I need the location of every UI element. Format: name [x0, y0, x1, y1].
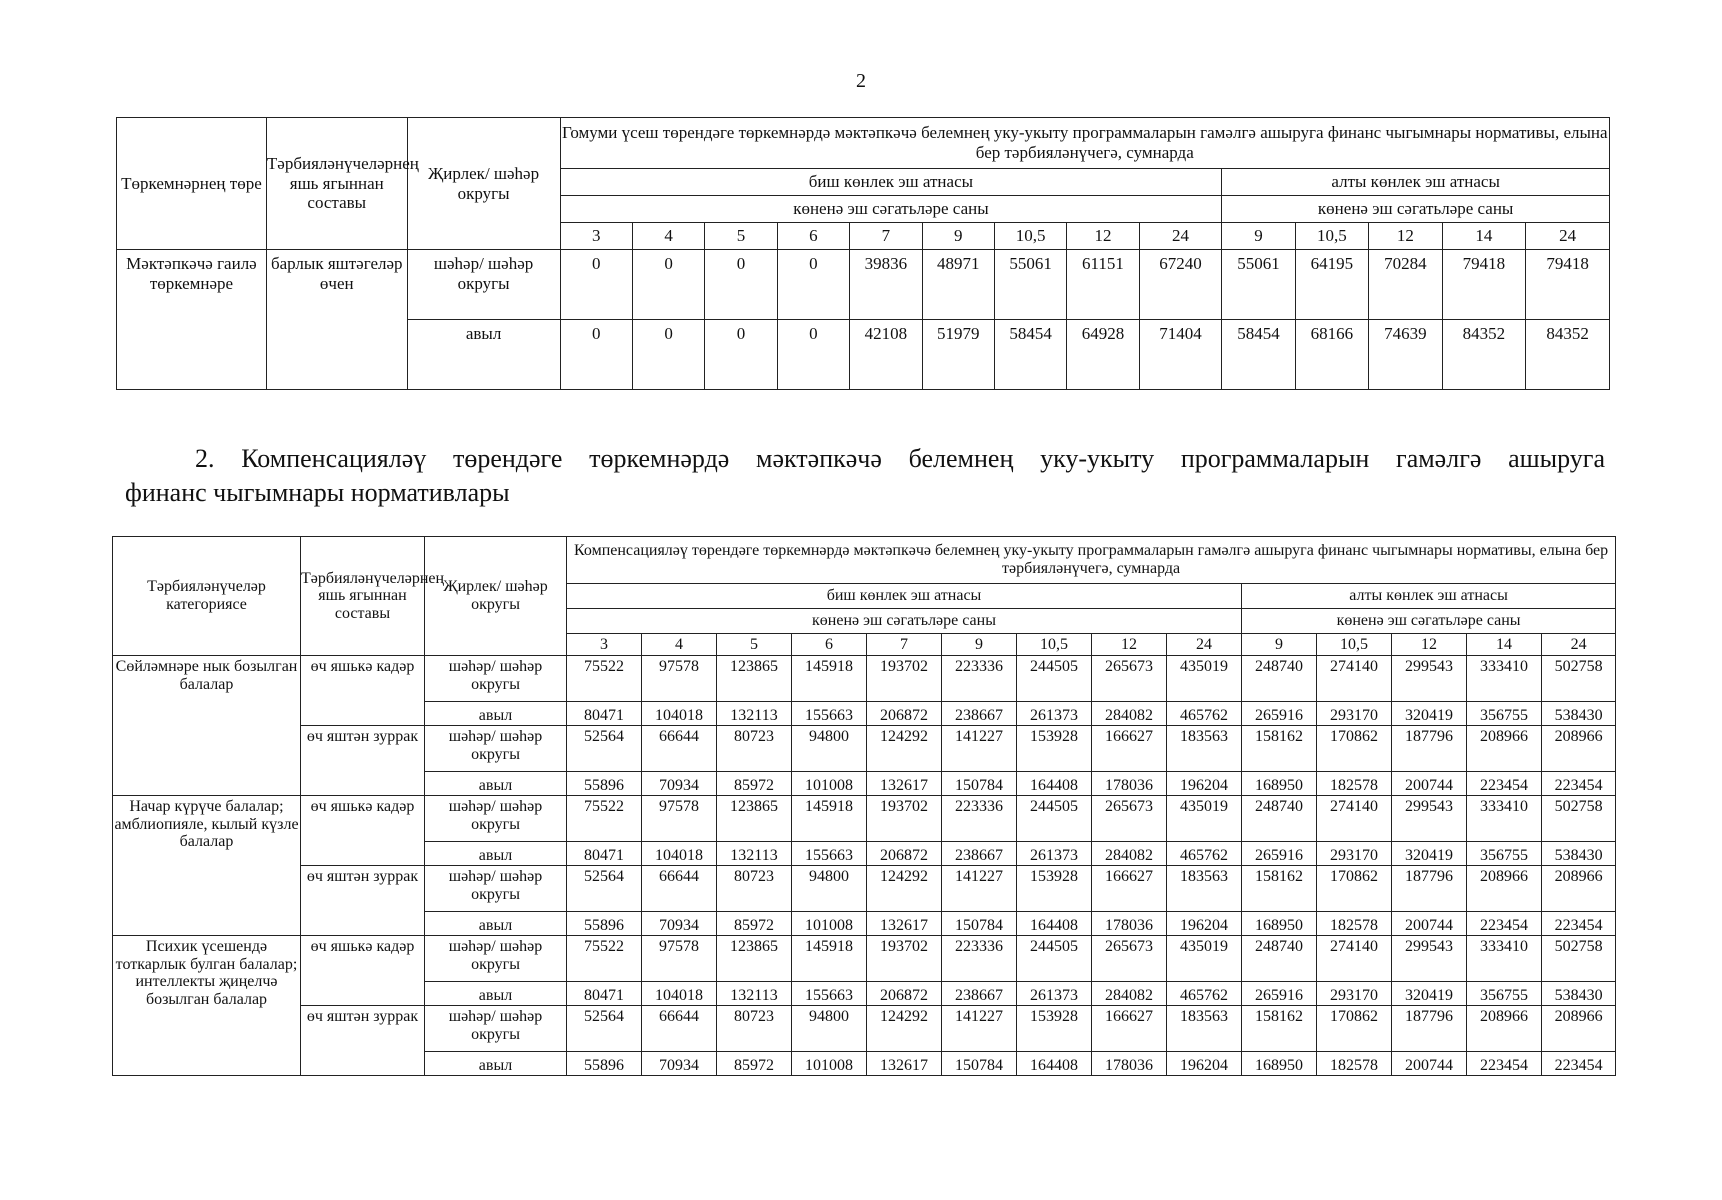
value-cell: 206872	[867, 842, 942, 866]
value-cell: 502758	[1542, 796, 1616, 842]
col-header-place: Җирлек/ шәһәр округы	[425, 537, 567, 656]
value-cell: 435019	[1167, 796, 1242, 842]
place-cell: авыл	[425, 1052, 567, 1076]
value-cell: 248740	[1242, 796, 1317, 842]
value-cell: 55061	[994, 250, 1066, 320]
hours-per-day-header: көненә эш сәгатьләре саны	[567, 609, 1242, 634]
value-cell: 274140	[1317, 936, 1392, 982]
value-cell: 435019	[1167, 936, 1242, 982]
value-cell: 261373	[1017, 842, 1092, 866]
value-cell: 64928	[1067, 320, 1139, 390]
value-cell: 435019	[1167, 656, 1242, 702]
value-cell: 293170	[1317, 842, 1392, 866]
value-cell: 320419	[1392, 982, 1467, 1006]
value-cell: 333410	[1467, 656, 1542, 702]
value-cell: 502758	[1542, 936, 1616, 982]
value-cell: 538430	[1542, 702, 1616, 726]
hours-cell: 10,5	[1017, 634, 1092, 656]
value-cell: 244505	[1017, 796, 1092, 842]
table-row	[113, 656, 1616, 702]
value-cell: 223454	[1542, 912, 1616, 936]
place-cell: шәһәр/ шәһәр округы	[425, 656, 567, 702]
place-cell: авыл	[425, 702, 567, 726]
value-cell: 158162	[1242, 1006, 1317, 1052]
hours-cell: 3	[560, 223, 632, 250]
value-cell: 333410	[1467, 936, 1542, 982]
value-cell: 0	[777, 250, 849, 320]
value-cell: 0	[560, 320, 632, 390]
age-cell: өч яштән зуррак	[301, 866, 425, 936]
value-cell: 75522	[567, 796, 642, 842]
page-number: 2	[856, 70, 866, 92]
hours-cell: 7	[867, 634, 942, 656]
value-cell: 182578	[1317, 912, 1392, 936]
value-cell: 265673	[1092, 796, 1167, 842]
general-groups-table	[116, 117, 1610, 390]
hours-cell: 12	[1392, 634, 1467, 656]
value-cell: 208966	[1542, 866, 1616, 912]
value-cell: 80471	[567, 982, 642, 1006]
value-cell: 223336	[942, 796, 1017, 842]
five-day-week-header: биш көнлек эш атнасы	[567, 584, 1242, 609]
table-row	[113, 796, 1616, 842]
value-cell: 66644	[642, 866, 717, 912]
hours-cell: 24	[1139, 223, 1222, 250]
value-cell: 52564	[567, 866, 642, 912]
value-cell: 153928	[1017, 726, 1092, 772]
value-cell: 299543	[1392, 936, 1467, 982]
value-cell: 150784	[942, 912, 1017, 936]
value-cell: 145918	[792, 656, 867, 702]
value-cell: 193702	[867, 936, 942, 982]
hours-cell: 10,5	[1317, 634, 1392, 656]
value-cell: 208966	[1467, 866, 1542, 912]
section-title-line: финанс чыгымнары нормативлары	[125, 478, 510, 507]
value-cell: 52564	[567, 1006, 642, 1052]
value-cell: 145918	[792, 936, 867, 982]
place-cell: авыл	[425, 842, 567, 866]
col-header-age: Тәрбияләнүчеләрнең яшь ягыннан составы	[301, 537, 425, 656]
value-cell: 55896	[567, 912, 642, 936]
table-row	[113, 866, 1616, 912]
value-cell: 104018	[642, 842, 717, 866]
table-row	[113, 936, 1616, 982]
value-cell: 0	[777, 320, 849, 390]
place-cell: шәһәр/ шәһәр округы	[425, 1006, 567, 1052]
value-cell: 68166	[1295, 320, 1368, 390]
value-cell: 502758	[1542, 656, 1616, 702]
value-cell: 84352	[1526, 320, 1610, 390]
value-cell: 193702	[867, 656, 942, 702]
value-cell: 265916	[1242, 842, 1317, 866]
value-cell: 223454	[1467, 1052, 1542, 1076]
value-cell: 274140	[1317, 656, 1392, 702]
value-cell: 97578	[642, 936, 717, 982]
value-cell: 71404	[1139, 320, 1222, 390]
value-cell: 84352	[1442, 320, 1526, 390]
value-cell: 200744	[1392, 772, 1467, 796]
value-cell: 274140	[1317, 796, 1392, 842]
value-cell: 284082	[1092, 702, 1167, 726]
place-cell: авыл	[425, 982, 567, 1006]
value-cell: 124292	[867, 1006, 942, 1052]
hours-cell: 24	[1526, 223, 1610, 250]
hours-cell: 4	[642, 634, 717, 656]
value-cell: 55061	[1222, 250, 1295, 320]
value-cell: 333410	[1467, 796, 1542, 842]
age-cell: өч яштән зуррак	[301, 1006, 425, 1076]
hours-cell: 12	[1092, 634, 1167, 656]
table-row	[113, 1006, 1616, 1052]
table-row	[117, 250, 1610, 320]
value-cell: 97578	[642, 796, 717, 842]
value-cell: 79418	[1526, 250, 1610, 320]
value-cell: 70934	[642, 912, 717, 936]
value-cell: 223454	[1542, 772, 1616, 796]
value-cell: 153928	[1017, 1006, 1092, 1052]
value-cell: 145918	[792, 796, 867, 842]
value-cell: 261373	[1017, 702, 1092, 726]
value-cell: 80471	[567, 842, 642, 866]
value-cell: 208966	[1542, 726, 1616, 772]
value-cell: 150784	[942, 772, 1017, 796]
value-cell: 465762	[1167, 702, 1242, 726]
place-cell: авыл	[425, 912, 567, 936]
value-cell: 52564	[567, 726, 642, 772]
value-cell: 0	[632, 320, 704, 390]
place-cell: шәһәр/ шәһәр округы	[425, 796, 567, 842]
hours-cell: 14	[1442, 223, 1526, 250]
hours-cell: 9	[1222, 223, 1295, 250]
value-cell: 48971	[922, 250, 994, 320]
value-cell: 155663	[792, 842, 867, 866]
value-cell: 104018	[642, 982, 717, 1006]
value-cell: 61151	[1067, 250, 1139, 320]
value-cell: 94800	[792, 866, 867, 912]
value-cell: 94800	[792, 1006, 867, 1052]
value-cell: 183563	[1167, 726, 1242, 772]
value-cell: 75522	[567, 656, 642, 702]
value-cell: 178036	[1092, 1052, 1167, 1076]
value-cell: 66644	[642, 726, 717, 772]
value-cell: 208966	[1542, 1006, 1616, 1052]
value-cell: 465762	[1167, 842, 1242, 866]
value-cell: 85972	[717, 772, 792, 796]
value-cell: 265916	[1242, 982, 1317, 1006]
value-cell: 101008	[792, 912, 867, 936]
hours-cell: 6	[777, 223, 849, 250]
value-cell: 223454	[1467, 912, 1542, 936]
age-cell: өч яштән зуррак	[301, 726, 425, 796]
value-cell: 196204	[1167, 912, 1242, 936]
value-cell: 66644	[642, 1006, 717, 1052]
value-cell: 182578	[1317, 1052, 1392, 1076]
value-cell: 85972	[717, 912, 792, 936]
compensating-groups-table	[112, 536, 1616, 1076]
value-cell: 101008	[792, 772, 867, 796]
value-cell: 465762	[1167, 982, 1242, 1006]
value-cell: 64195	[1295, 250, 1368, 320]
col-header-category: Тәрбияләнүчеләр категориясе	[113, 537, 301, 656]
hours-cell: 10,5	[994, 223, 1066, 250]
hours-per-day-header: көненә эш сәгатьләре саны	[560, 196, 1222, 223]
value-cell: 538430	[1542, 982, 1616, 1006]
value-cell: 166627	[1092, 1006, 1167, 1052]
value-cell: 183563	[1167, 866, 1242, 912]
value-cell: 58454	[994, 320, 1066, 390]
col-header-place: Җирлек/ шәһәр округы	[407, 118, 560, 250]
value-cell: 132617	[867, 1052, 942, 1076]
hours-cell: 4	[632, 223, 704, 250]
six-day-week-header: алты көнлек эш атнасы	[1222, 169, 1610, 196]
value-cell: 187796	[1392, 1006, 1467, 1052]
value-cell: 248740	[1242, 656, 1317, 702]
value-cell: 265673	[1092, 936, 1167, 982]
value-cell: 85972	[717, 1052, 792, 1076]
age-cell: барлык яштәгеләр өчен	[266, 250, 407, 390]
value-cell: 293170	[1317, 702, 1392, 726]
value-cell: 141227	[942, 866, 1017, 912]
value-cell: 155663	[792, 982, 867, 1006]
value-cell: 238667	[942, 982, 1017, 1006]
place-cell: авыл	[407, 320, 560, 390]
hours-cell: 9	[922, 223, 994, 250]
place-cell: шәһәр/ шәһәр округы	[425, 936, 567, 982]
col-header-age: Тәрбияләнүчеләрнең яшь ягыннан составы	[266, 118, 407, 250]
value-cell: 74639	[1369, 320, 1442, 390]
value-cell: 80723	[717, 866, 792, 912]
value-cell: 0	[632, 250, 704, 320]
hours-cell: 3	[567, 634, 642, 656]
value-cell: 0	[705, 320, 777, 390]
place-cell: шәһәр/ шәһәр округы	[425, 866, 567, 912]
value-cell: 164408	[1017, 772, 1092, 796]
value-cell: 178036	[1092, 772, 1167, 796]
six-day-week-header: алты көнлек эш атнасы	[1242, 584, 1616, 609]
value-cell: 164408	[1017, 1052, 1092, 1076]
value-cell: 39836	[850, 250, 922, 320]
hours-cell: 5	[717, 634, 792, 656]
hours-cell: 6	[792, 634, 867, 656]
value-cell: 183563	[1167, 1006, 1242, 1052]
section-title-line: 2. Компенсацияләү төрендәге төркемнәрдә мәктәпкәчә белемнең уку-укыту программаларын гамәлгә ашыруга	[195, 444, 1605, 473]
category-cell: Сөйләмнәре нык бозылган балалар	[113, 656, 301, 796]
value-cell: 132617	[867, 772, 942, 796]
hours-cell: 12	[1369, 223, 1442, 250]
section-title	[125, 442, 1605, 510]
value-cell: 55896	[567, 772, 642, 796]
value-cell: 265916	[1242, 702, 1317, 726]
value-cell: 170862	[1317, 726, 1392, 772]
value-cell: 166627	[1092, 726, 1167, 772]
value-cell: 123865	[717, 936, 792, 982]
value-cell: 124292	[867, 726, 942, 772]
value-cell: 168950	[1242, 1052, 1317, 1076]
value-cell: 223454	[1542, 1052, 1616, 1076]
value-cell: 208966	[1467, 726, 1542, 772]
value-cell: 70934	[642, 1052, 717, 1076]
value-cell: 356755	[1467, 842, 1542, 866]
value-cell: 79418	[1442, 250, 1526, 320]
value-cell: 265673	[1092, 656, 1167, 702]
value-cell: 193702	[867, 796, 942, 842]
value-cell: 170862	[1317, 1006, 1392, 1052]
value-cell: 206872	[867, 702, 942, 726]
value-cell: 187796	[1392, 726, 1467, 772]
hours-per-day-header: көненә эш сәгатьләре саны	[1222, 196, 1610, 223]
age-cell: өч яшькә кадәр	[301, 936, 425, 1006]
value-cell: 97578	[642, 656, 717, 702]
value-cell: 538430	[1542, 842, 1616, 866]
value-cell: 94800	[792, 726, 867, 772]
value-cell: 158162	[1242, 866, 1317, 912]
value-cell: 320419	[1392, 702, 1467, 726]
value-cell: 206872	[867, 982, 942, 1006]
hours-cell: 14	[1467, 634, 1542, 656]
category-cell: Психик үсешендә тоткарлык булган балалар; интеллекты җиңелчә бозылган балалар	[113, 936, 301, 1076]
value-cell: 124292	[867, 866, 942, 912]
table-main-header: Гомуми үсеш төрендәге төркемнәрдә мәктәпкәчә белемнең уку-укыту программаларын гамәлгә ашыруга финанс чыгымнары нормативы, елына бер тәрбияләнүчегә, сумнарда	[560, 118, 1609, 169]
value-cell: 80723	[717, 1006, 792, 1052]
category-cell: Начар күрүче балалар; амблиопияле, кылый күзле балалар	[113, 796, 301, 936]
value-cell: 223336	[942, 936, 1017, 982]
value-cell: 155663	[792, 702, 867, 726]
value-cell: 55896	[567, 1052, 642, 1076]
value-cell: 223336	[942, 656, 1017, 702]
value-cell: 132617	[867, 912, 942, 936]
value-cell: 299543	[1392, 656, 1467, 702]
value-cell: 200744	[1392, 912, 1467, 936]
value-cell: 0	[705, 250, 777, 320]
value-cell: 299543	[1392, 796, 1467, 842]
hours-cell: 9	[942, 634, 1017, 656]
value-cell: 75522	[567, 936, 642, 982]
hours-cell: 10,5	[1295, 223, 1368, 250]
place-cell: авыл	[425, 772, 567, 796]
value-cell: 132113	[717, 982, 792, 1006]
table-row	[113, 726, 1616, 772]
value-cell: 141227	[942, 1006, 1017, 1052]
value-cell: 168950	[1242, 912, 1317, 936]
value-cell: 238667	[942, 702, 1017, 726]
value-cell: 293170	[1317, 982, 1392, 1006]
value-cell: 166627	[1092, 866, 1167, 912]
hours-cell: 9	[1242, 634, 1317, 656]
value-cell: 70284	[1369, 250, 1442, 320]
value-cell: 178036	[1092, 912, 1167, 936]
value-cell: 150784	[942, 1052, 1017, 1076]
five-day-week-header: биш көнлек эш атнасы	[560, 169, 1222, 196]
value-cell: 182578	[1317, 772, 1392, 796]
value-cell: 284082	[1092, 982, 1167, 1006]
value-cell: 196204	[1167, 1052, 1242, 1076]
hours-cell: 5	[705, 223, 777, 250]
value-cell: 208966	[1467, 1006, 1542, 1052]
table-main-header: Компенсацияләү төрендәге төркемнәрдә мәктәпкәчә белемнең уку-укыту программаларын гамәлгә ашыруга финанс чыгымнары нормативы, елына бер тәрбияләнүчегә, сумнарда	[567, 537, 1616, 584]
value-cell: 42108	[850, 320, 922, 390]
value-cell: 132113	[717, 842, 792, 866]
value-cell: 223454	[1467, 772, 1542, 796]
value-cell: 101008	[792, 1052, 867, 1076]
value-cell: 261373	[1017, 982, 1092, 1006]
value-cell: 0	[560, 250, 632, 320]
hours-cell: 12	[1067, 223, 1139, 250]
value-cell: 80723	[717, 726, 792, 772]
col-header-group-type: Төркемнәрнең төре	[117, 118, 267, 250]
hours-cell: 24	[1167, 634, 1242, 656]
age-cell: өч яшькә кадәр	[301, 796, 425, 866]
value-cell: 158162	[1242, 726, 1317, 772]
value-cell: 141227	[942, 726, 1017, 772]
value-cell: 153928	[1017, 866, 1092, 912]
hours-cell: 7	[850, 223, 922, 250]
value-cell: 123865	[717, 656, 792, 702]
value-cell: 123865	[717, 796, 792, 842]
value-cell: 132113	[717, 702, 792, 726]
value-cell: 80471	[567, 702, 642, 726]
value-cell: 356755	[1467, 702, 1542, 726]
value-cell: 170862	[1317, 866, 1392, 912]
value-cell: 58454	[1222, 320, 1295, 390]
value-cell: 196204	[1167, 772, 1242, 796]
value-cell: 238667	[942, 842, 1017, 866]
hours-per-day-header: көненә эш сәгатьләре саны	[1242, 609, 1616, 634]
value-cell: 200744	[1392, 1052, 1467, 1076]
value-cell: 164408	[1017, 912, 1092, 936]
value-cell: 284082	[1092, 842, 1167, 866]
value-cell: 51979	[922, 320, 994, 390]
value-cell: 356755	[1467, 982, 1542, 1006]
hours-cell: 24	[1542, 634, 1616, 656]
value-cell: 70934	[642, 772, 717, 796]
value-cell: 187796	[1392, 866, 1467, 912]
place-cell: шәһәр/ шәһәр округы	[407, 250, 560, 320]
place-cell: шәһәр/ шәһәр округы	[425, 726, 567, 772]
value-cell: 244505	[1017, 936, 1092, 982]
value-cell: 320419	[1392, 842, 1467, 866]
group-type-cell: Мәктәпкәчә гаилә төркемнәре	[117, 250, 267, 390]
value-cell: 168950	[1242, 772, 1317, 796]
value-cell: 104018	[642, 702, 717, 726]
value-cell: 67240	[1139, 250, 1222, 320]
value-cell: 248740	[1242, 936, 1317, 982]
value-cell: 244505	[1017, 656, 1092, 702]
age-cell: өч яшькә кадәр	[301, 656, 425, 726]
